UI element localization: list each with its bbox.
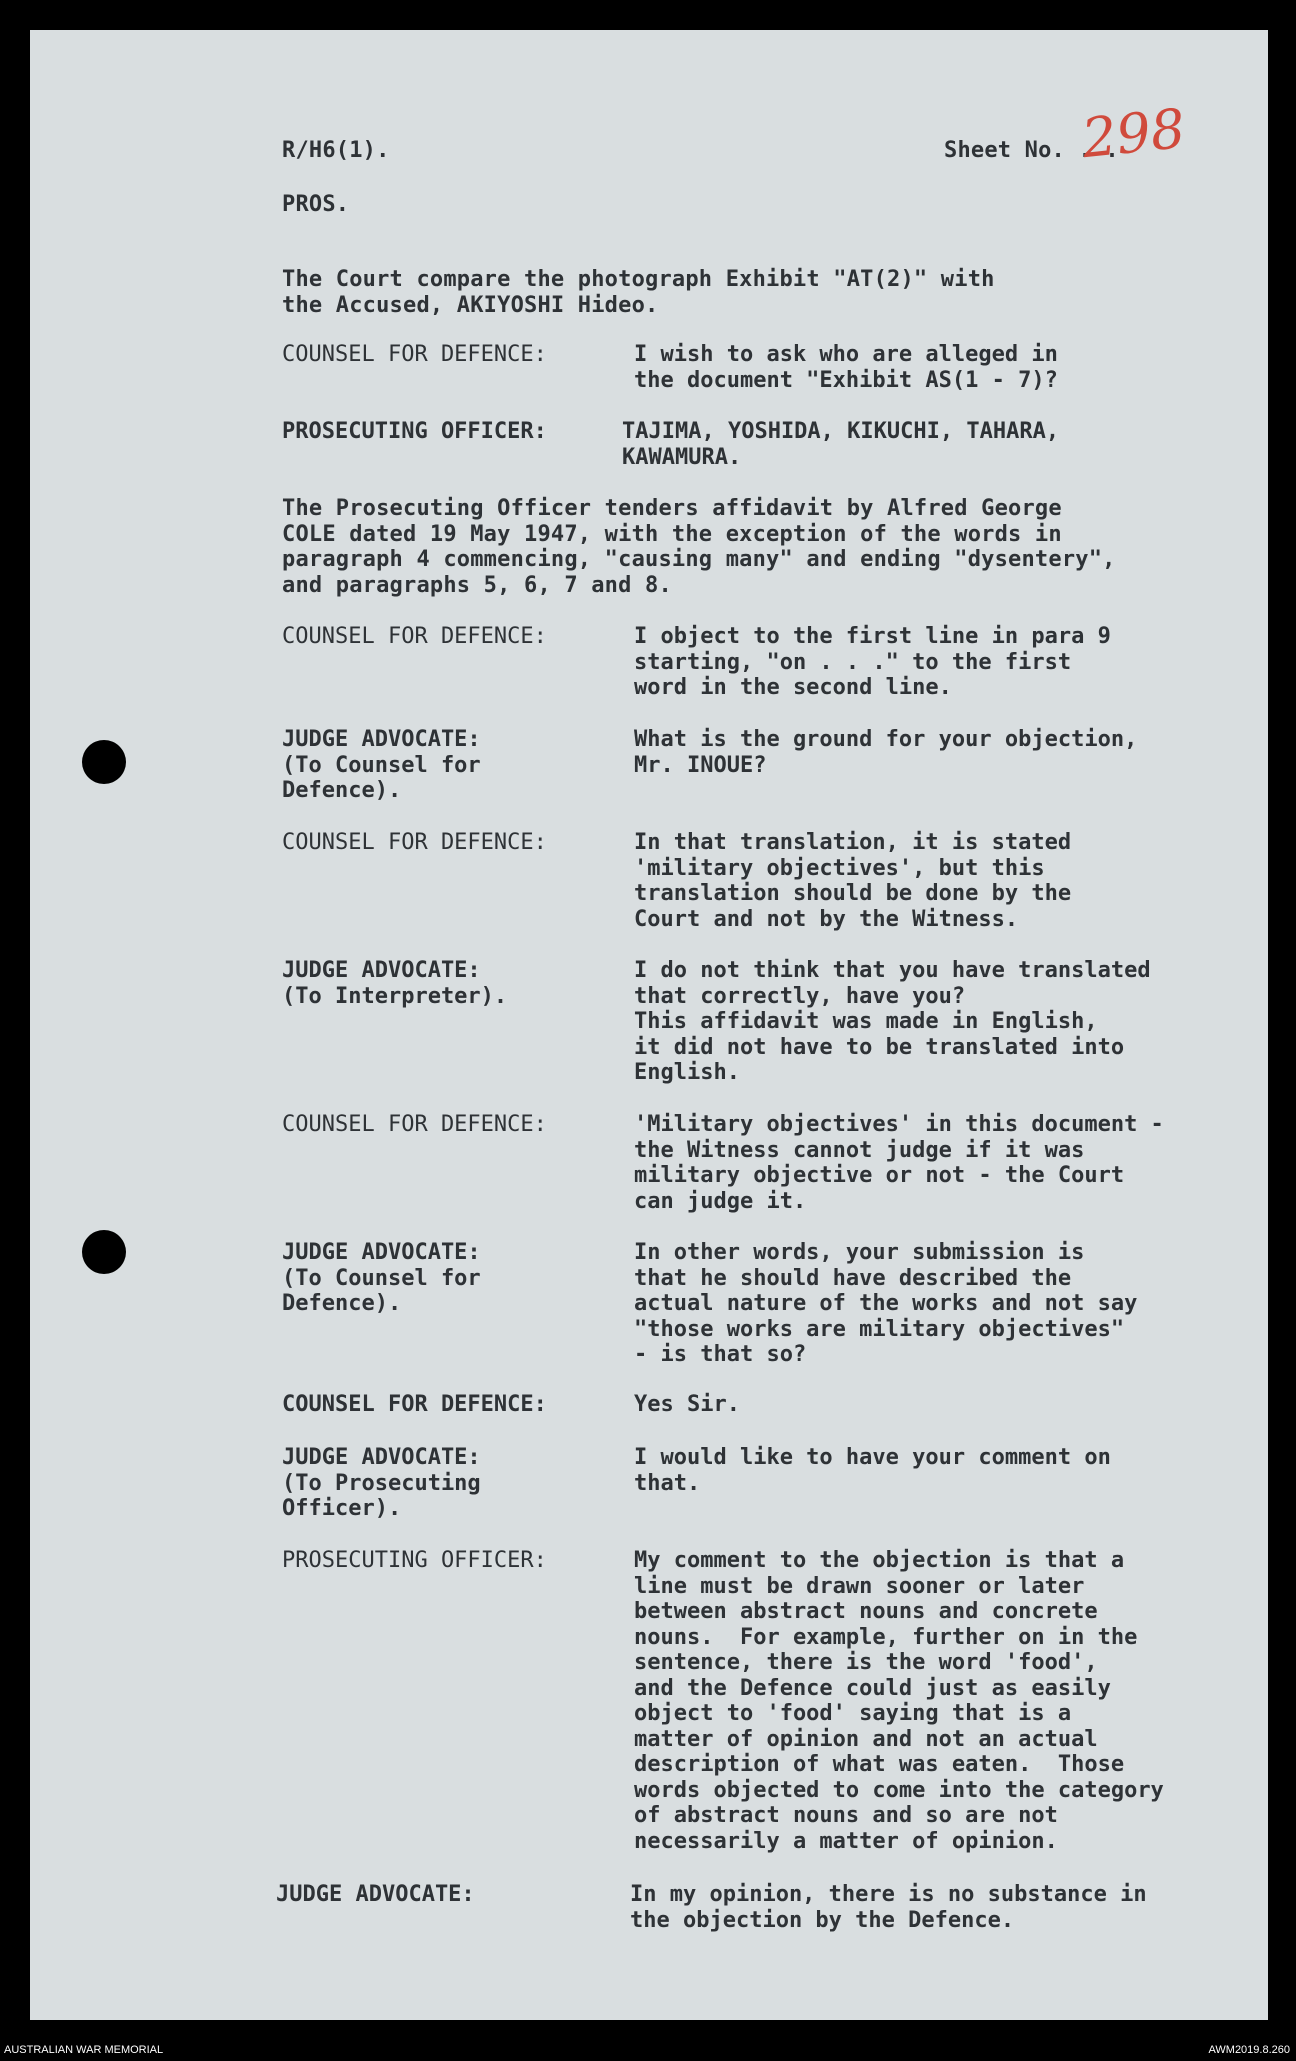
speaker-label: COUNSEL FOR DEFENCE: <box>282 1392 547 1417</box>
statement-text: My comment to the objection is that a line must be drawn sooner or later between abstract nouns and concrete nouns. For example, further on in the sentence, there is the word 'food', and the Defence could just as easily object to 'food' saying that is a matter of opinion and not an actual description of what was eaten. Those words objected to come into the category of abstract nouns and so are not necessarily a matter of opinion. <box>634 1548 1164 1854</box>
document-reference: R/H6(1). <box>282 138 390 163</box>
punch-hole <box>82 1230 126 1274</box>
statement-text: I wish to ask who are alleged in the document "Exhibit AS(1 - 7)? <box>634 342 1058 393</box>
speaker-label: JUDGE ADVOCATE: (To Interpreter). <box>282 958 508 1009</box>
statement-text: I object to the first line in para 9 starting, "on . . ." to the first word in the second line. <box>634 624 1111 700</box>
archive-id: AWM2019.8.260 <box>1208 2044 1290 2056</box>
speaker-label: JUDGE ADVOCATE: (To Prosecuting Officer). <box>282 1445 481 1521</box>
document-page <box>30 30 1268 2020</box>
sheet-label: Sheet No. . . <box>944 138 1119 163</box>
sheet-number: 298 <box>1078 96 1189 171</box>
statement-text: In my opinion, there is no substance in the objection by the Defence. <box>630 1882 1147 1933</box>
speaker-label: JUDGE ADVOCATE: (To Counsel for Defence). <box>282 727 481 803</box>
speaker-label: PROSECUTING OFFICER: <box>282 419 547 444</box>
speaker-label: JUDGE ADVOCATE: <box>276 1882 475 1907</box>
statement-text: In that translation, it is stated 'military objectives', but this translation should be done by the Court and not by the Witness. <box>634 830 1072 932</box>
paragraph: The Prosecuting Officer tenders affidavit by Alfred George COLE dated 19 May 1947, with the exception of the words in paragraph 4 commencing, "causing many" and ending "dysentery", and paragraphs 5, 6, 7 and 8. <box>282 496 1116 598</box>
speaker-label: COUNSEL FOR DEFENCE: <box>282 624 547 649</box>
statement-text: I would like to have your comment on that. <box>634 1445 1111 1496</box>
section-label: PROS. <box>282 192 350 217</box>
statement-text: 'Military objectives' in this document - the Witness cannot judge if it was military objective or not - the Court can judge it. <box>634 1112 1164 1214</box>
speaker-label: JUDGE ADVOCATE: (To Counsel for Defence). <box>282 1240 481 1316</box>
speaker-label: COUNSEL FOR DEFENCE: <box>282 1112 547 1137</box>
statement-text: Yes Sir. <box>634 1392 740 1417</box>
archive-credit: AUSTRALIAN WAR MEMORIAL <box>4 2044 164 2056</box>
statement-text: TAJIMA, YOSHIDA, KIKUCHI, TAHARA, KAWAMURA. <box>622 419 1060 470</box>
statement-text: What is the ground for your objection, Mr. INOUE? <box>634 727 1138 778</box>
statement-text: In other words, your submission is that he should have described the actual nature of the works and not say "those works are military objectives" - is that so? <box>634 1240 1138 1367</box>
speaker-label: PROSECUTING OFFICER: <box>282 1548 547 1573</box>
speaker-label: COUNSEL FOR DEFENCE: <box>282 342 547 367</box>
statement-text: I do not think that you have translated that correctly, have you? This affidavit was made in English, it did not have to be translated into English. <box>634 958 1151 1085</box>
speaker-label: COUNSEL FOR DEFENCE: <box>282 830 547 855</box>
punch-hole <box>82 740 126 784</box>
paragraph: The Court compare the photograph Exhibit "AT(2)" with the Accused, AKIYOSHI Hideo. <box>282 267 995 318</box>
